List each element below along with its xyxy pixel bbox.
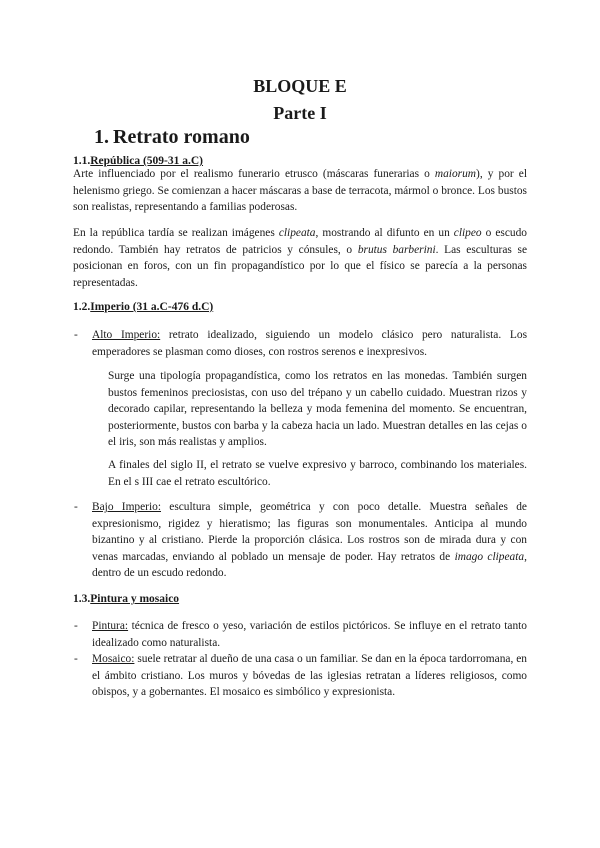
part-title: Parte I	[273, 103, 327, 123]
italic-term: clipeo	[453, 227, 482, 239]
italic-term: maiorum	[434, 168, 477, 180]
italic-term: imago clipeata	[454, 550, 525, 563]
republica-paragraph-2	[73, 225, 527, 291]
list-item-pintura	[74, 618, 527, 651]
section-title: Retrato romano	[113, 126, 250, 148]
subsection-title: Imperio (31 a.C-476 d.C)	[90, 301, 214, 313]
republica-paragraph-1	[73, 166, 527, 216]
text-run: . Las esculturas se posicionan en foros, con un fin propagandístico por lo que el físico se parecía a la personas representadas.	[73, 243, 528, 289]
item-text: técnica de fresco o yeso, variación de estilos pictóricos. Se influye en el retrato tanto idealizado como naturalista.	[92, 620, 527, 649]
italic-term: clipeata	[278, 227, 316, 239]
block-title: BLOQUE E	[253, 76, 347, 96]
subsection-number: 1.1.	[73, 155, 91, 167]
item-text: , dentro de un escudo redondo.	[92, 550, 527, 580]
bullet-dash: -	[74, 501, 78, 513]
item-text: escultura simple, geométrica y con poco detalle. Muestra señales de expresionismo, rigidez y hieratismo; las figuras son monumentales. Anticipa al mundo bizantino y al cristiano. Pierde la proporción clásica. Los rostros son de mirada dura y con venas marcadas, enviando al poblado un mensaje de poder. Hay retratos de	[92, 501, 527, 563]
text-run: Arte influenciado por el realismo funerario etrusco (máscaras funerarias o	[73, 168, 435, 180]
item-text: suele retratar al dueño de una casa o un familiar. Se dan en la época tardorromana, en el ámbito cristiano. Los muros y bóvedas de las iglesias retratan a líderes religiosos, como obispos, y a gobernantes. El mosaico es simbólico y expresionista.	[92, 653, 527, 699]
item-label: Bajo Imperio:	[92, 501, 161, 513]
subsection-number: 1.3.	[73, 593, 91, 605]
subsection-title: Pintura y mosaico	[90, 593, 180, 605]
item-label: Alto Imperio:	[92, 329, 161, 341]
section-number: 1.	[94, 126, 109, 148]
bullet-dash: -	[74, 329, 78, 341]
alto-imperio-paragraph-2: Surge una tipología propagandística, como los retratos en las monedas. También surgen bustos femeninos preciosistas, con uso del trépano y un cabello cuidado. Muestran rizos y decorado capilar, representando la belleza y moda femenina del momento. Se encuentran, posteriormente, bustos con barba y la cabeza hacia un lado. Muestran detalles en las cejas o el iris, son más realistas y amplios.	[108, 370, 527, 449]
subsection-number: 1.2.	[73, 301, 91, 313]
item-text: retrato idealizado, siguiendo un modelo clásico pero naturalista. Los emperadores se plasman como dioses, con rostros serenos e inexpresivos.	[92, 329, 528, 358]
text-run: , mostrando al difunto en un	[315, 227, 454, 239]
text-run: ), y por el helenismo griego. Se comienzan a hacer máscaras a base de terracota, mármol o bronce. Los bustos son realistas, representando a familias poderosas.	[73, 168, 527, 214]
text-run: En la república tardía se realizan imágenes	[73, 227, 279, 239]
item-label: Mosaico:	[92, 653, 135, 665]
section-heading-retrato-romano	[94, 126, 250, 149]
list-item-mosaico	[74, 651, 527, 701]
subsection-title: República (509-31 a.C)	[90, 155, 204, 167]
alto-imperio-paragraph-3: A finales del siglo II, el retrato se vuelve expresivo y barroco, combinando los materiales. En el s III cae el retrato escultórico.	[108, 459, 527, 488]
text-run: o escudo redondo. También hay retratos de patricios y cónsules, o	[73, 227, 527, 256]
list-item-alto-imperio	[74, 327, 528, 360]
bullet-dash: -	[74, 620, 78, 632]
subsection-heading-pintura	[73, 593, 179, 605]
subsection-heading-imperio	[73, 301, 213, 313]
bullet-dash: -	[74, 653, 78, 665]
italic-term: brutus barberini	[357, 243, 436, 256]
list-item-bajo-imperio	[74, 499, 527, 582]
item-label: Pintura:	[92, 620, 129, 632]
